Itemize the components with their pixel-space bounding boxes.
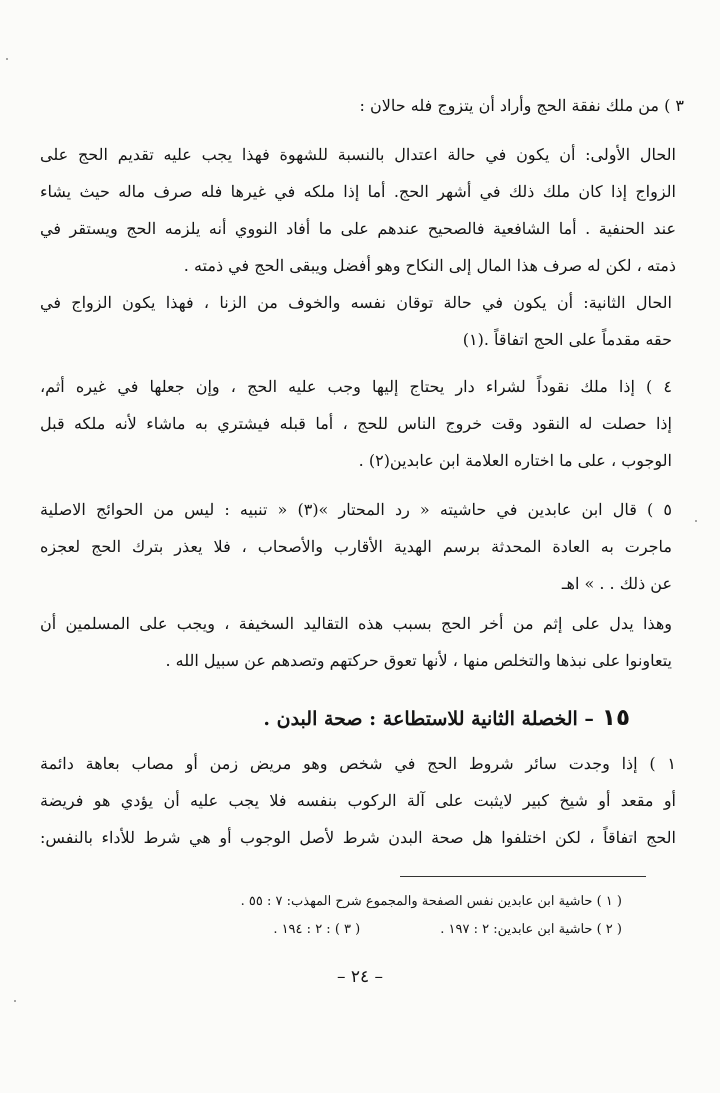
paragraph-point-1: [40, 745, 676, 856]
footnote-3: ( ٣ ) : ٢ : ١٩٤ .: [273, 922, 361, 937]
section-title: – الخصلة الثانية للاستطاعة : صحة البدن .: [263, 708, 594, 730]
footnote-separator: [400, 876, 646, 877]
heading-line: [70, 698, 630, 738]
scan-speck: [6, 58, 8, 60]
text-line: أو مقعد أو شيخ كبير لايثبت على آلة الركوب بنفسه فلا يجب عليه أن يؤدي هو فريضة: [40, 791, 676, 810]
paragraph-first-case: [40, 136, 676, 284]
text-line: حقه مقدماً على الحج اتفاقاً .(١): [462, 330, 672, 349]
text-line: الحج اتفاقاً ، لكن اختلفوا هل صحة البدن شرط لأصل الوجوب أو هي شرط للأداء بالنفس:: [40, 828, 676, 847]
footnote-2: ( ٢ ) حاشية ابن عابدين: ٢ : ١٩٧ .: [440, 922, 622, 937]
text-line: ١ ) إذا وجدت سائر شروط الحج في شخص وهو مريض زمن أو مصاب بعاهة دائمة: [40, 754, 676, 773]
text-line: ٣ ) من ملك نفقة الحج وأراد أن يتزوج فله حالان :: [359, 96, 684, 115]
section-number: ١٥: [601, 705, 630, 731]
text-line: الحال الثانية: أن يكون في حالة توقان نفسه والخوف من الزنا ، فهذا يكون الزواج في: [40, 293, 672, 312]
scan-speck: [14, 1000, 16, 1002]
text-line: عن ذلك . . » اهـ: [561, 574, 672, 593]
text-line: ٤ ) إذا ملك نقوداً لشراء دار يحتاج إليها وجب عليه الحج ، وإن جعلها في غيره أثم،: [40, 377, 672, 396]
text-line: ماجرت به العادة المحدثة برسم الهدية الأقارب والأصحاب ، فلا يعذر بترك الحج لعجزه: [40, 537, 672, 556]
text-line: ٥ ) قال ابن عابدين في حاشيته « رد المحتار »(٣) « تنبيه : ليس من الحوائج الاصلية: [40, 500, 672, 519]
page-number: – ٢٤ –: [336, 967, 384, 987]
section-heading: [70, 698, 630, 738]
text-line: ذمته ، لكن له صرف هذا المال إلى النكاح وهو أفضل ويبقى الحج في ذمته .: [183, 256, 676, 275]
text-line: وهذا يدل على إثم من أخر الحج بسبب هذه التقاليد السخيفة ، ويجب على المسلمين أن: [40, 614, 672, 633]
paragraph-second-case: [40, 284, 672, 358]
paragraph-point-5: [40, 491, 672, 602]
footnote-1: ( ١ ) حاشية ابن عابدين نفس الصفحة والمجموع شرح المهذب: ٧ : ٥٥ .: [240, 894, 622, 909]
footnote-row: [62, 916, 622, 944]
text-line: عند الحنفية . أما الشافعية فالصحيح عندهم على ما أفاد النووي أنه يلزمه الحج ويستقر في: [40, 219, 676, 238]
paragraph-point-4: [40, 368, 672, 479]
text-line: الوجوب ، على ما اختاره العلامة ابن عابدين(٢) .: [358, 451, 672, 470]
footnotes: [62, 888, 622, 944]
scan-speck: [695, 520, 697, 522]
paragraph-point-3: [304, 87, 684, 124]
paragraph-commentary: [40, 605, 672, 679]
text-line: الزواج إذا كان ملك ذلك في أشهر الحج. أما إذا ملكه في غيرها فله صرف ماله حيث يشاء: [40, 182, 676, 201]
text-line: يتعاونوا على نبذها والتخلص منها ، لأنها تعوق حركتهم وتصدهم عن سبيل الله .: [165, 651, 672, 670]
text-line: إذا حصلت له النقود وقت خروج الناس للحج ، أما قبله فيشتري به ماشاء لأنه ملكه قبل: [40, 414, 672, 433]
text-line: الحال الأولى: أن يكون في حالة اعتدال بالنسبة للشهوة فهذا يجب عليه تقديم الحج على: [40, 145, 676, 164]
